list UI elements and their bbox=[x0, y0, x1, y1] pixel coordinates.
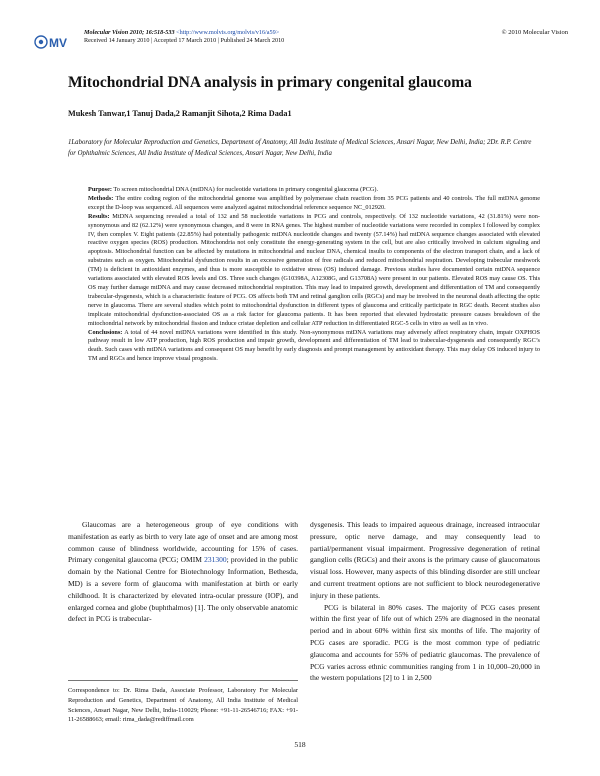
body-paragraph-2: PCG is bilateral in 80% cases. The majority of PCG cases present within the first year of life out of which 25% are diagnosed in the neonatal period and in about 60% within first six months of life. The majority of PCG cases are sporadic. PCG is the most common type of pediatric glaucoma and accounts for 55% of pediatric glaucomas. The prevalence of PCG varies across ethnic communities ranging from 1 in 10,000–20,000 in the western populations [2] to 1 in 2,500 bbox=[310, 602, 540, 683]
svg-text:MV: MV bbox=[49, 36, 67, 50]
received-dates: Received 14 January 2010 | Accepted 17 March 2010 | Published 24 March 2010 bbox=[84, 37, 285, 44]
molecular-vision-logo bbox=[34, 31, 72, 53]
body-column-right bbox=[310, 519, 540, 684]
authors: Mukesh Tanwar,1 Tanuj Dada,2 Ramanjit Sihota,2 Rima Dada1 bbox=[68, 109, 292, 118]
abstract bbox=[88, 186, 540, 364]
correspondence-footnote: Correspondence to: Dr. Rima Dada, Associate Professor, Laboratory For Molecular Reproduction and Genetics, Department of Anatomy, All India Institute of Medical Sciences, Ansari Nagar, New Delhi, India-110029; Phone: +91-11-26546716; FAX: +91-11-26588663; email: rima_dada@rediffmail.com bbox=[68, 687, 298, 724]
body-column-left bbox=[68, 519, 298, 625]
abstract-purpose: Purpose: To screen mitochondrial DNA (mtDNA) for nucleotide variations in primary congenital glaucoma (PCG). bbox=[88, 186, 379, 193]
journal-url-link[interactable]: <http://www.molvis.org/molvis/v16/a59> bbox=[176, 29, 280, 36]
footnote-divider bbox=[68, 680, 298, 681]
intro-paragraph: Glaucomas are a heterogeneous group of eye conditions with manifestation as early as birth to very late age of onset and are among most common cause of blindness worldwide, accounting for 15% of cases. Primary congenital glaucoma (PCG; OMIM 231300; provided in the public domain by the National Centre for Biotechnology Information, Bethesda, MD) is a severe form of glaucoma with manifestation at birth or early childhood. It is characterized by elevated intra-ocular pressure (IOP), and enlarged cornea and globe (buphthalmos) [1]. The only observable anatomic defect in PCG is trabecular- bbox=[68, 520, 298, 624]
article-title: Mitochondrial DNA analysis in primary congenital glaucoma bbox=[68, 74, 472, 91]
abstract-methods: Methods: The entire coding region of the mitochondrial genome was amplified by polymerase chain reaction from 35 PCG patients and 40 controls. The full mtDNA genome except the D-loop was sequenced. All sequences were analyzed against mitochondrial reference sequence NC_012920. bbox=[88, 194, 540, 211]
journal-citation: Molecular Vision 2010; 16:518-533 bbox=[84, 29, 175, 36]
affiliations: 1Laboratory for Molecular Reproduction and Genetics, Department of Anatomy, All India Institute of Medical Sciences, Ansari Nagar, New Delhi, India; 2Dr. R.P. Centre for Ophthalmic Sciences, All India Institute of Medical Sciences, Ansari Nagar, New Delhi, India bbox=[68, 139, 532, 157]
page-header bbox=[34, 29, 568, 57]
page-number: 518 bbox=[294, 740, 306, 749]
abstract-results: Results: MtDNA sequencing revealed a total of 132 and 58 nucleotide variations in PCG and controls, respectively. Of 132 nucleotide variations, 42 (31.81%) were non-synonymous and 82 (62.12%) were synonymous changes, and 8 were in RNA genes. The highest number of nucleotide variations were recorded in complex I followed by complex IV, then complex V. Eight patients (22.85%) had potentially pathogenic mtDNA nucleotide changes and twenty (57.14%) had mtDNA sequence changes associated with elevated reactive oxygen species (ROS) production. Mitochondria not only constitute the energy-generating system in the cell, but are also critically involved in calcium signaling and apoptosis. Mitochondrial function can be affected by mutations in mitochondrial and nuclear DNA, chemical insults to components of the electron transport chain, and a lack of substrates such as oxygen. Mitochondrial dysfunction results in an excessive generation of free radicals and reduced mitochondrial respiration. Developing trabecular meshwork (TM) is deficient in antioxidant enzymes, and thus is more susceptible to oxidative stress (OS) induced damage. Previous studies have documented certain mtDNA sequence variations associated with elevated ROS levels and OS. Three such changes (G10398A, A12308G, and G13708A) were present in our patients. Elevated ROS may cause OS. This OS may further damage mtDNA and may cause decreased mitochondrial respiration. This may lead to impaired growth, development and differentiation of TM and consequently trabecular-dysgenesis, which is a characteristic feature of PCG. OS affects both TM and retinal ganglion cells (RGCs) and may be involved in the neuronal death affecting the optic nerve in glaucoma. There are several studies which point to mitochondrial dysfunction in different types of glaucoma and critically participate in RGC death. Recent studies also implicate mitochondrial dysfunction-associated OS as a risk factor for glaucoma patients. It has been reported that elevated hydrostatic pressure causes breakdown of the mitochondrial network by mitochondrial fission and induce cristae depletion and cellular ATP reduction in differentiated RGC-5 cells in vitro as well as in vivo. bbox=[88, 212, 540, 327]
omim-link[interactable]: 231300 bbox=[204, 555, 227, 565]
journal-info bbox=[84, 29, 284, 45]
abstract-conclusions: Conclusions: A total of 44 novel mtDNA variations were identified in this study. Non-synonymous mtDNA variations may adversely affect respiratory chain, impair OXPHOS pathway result in low ATP production, high ROS production and impair growth, development and differentiation of TM lead to trabecular-dysgenesis and consequently RGC’s death. Such cases with mtDNA variations and consequent OS may benefit by early diagnosis and prompt management by antioxidant therapy. This may delay OS induced injury to TM and RGCs and hence improve visual prognosis. bbox=[88, 328, 541, 363]
body-paragraph-1: dysgenesis. This leads to impaired aqueous drainage, increased intraocular pressure, optic nerve damage, and may consequently lead to partial/permanent visual impairment. Progressive degeneration of retinal ganglion cells (RGCs) and their axons is the primary cause of glaucomatous visual loss. However, many aspects of this blinding disorder are still unclear and current treatment options are not sufficient to block neurodegenerative injury in these patients. bbox=[310, 520, 540, 600]
copyright: © 2010 Molecular Vision bbox=[501, 29, 568, 36]
